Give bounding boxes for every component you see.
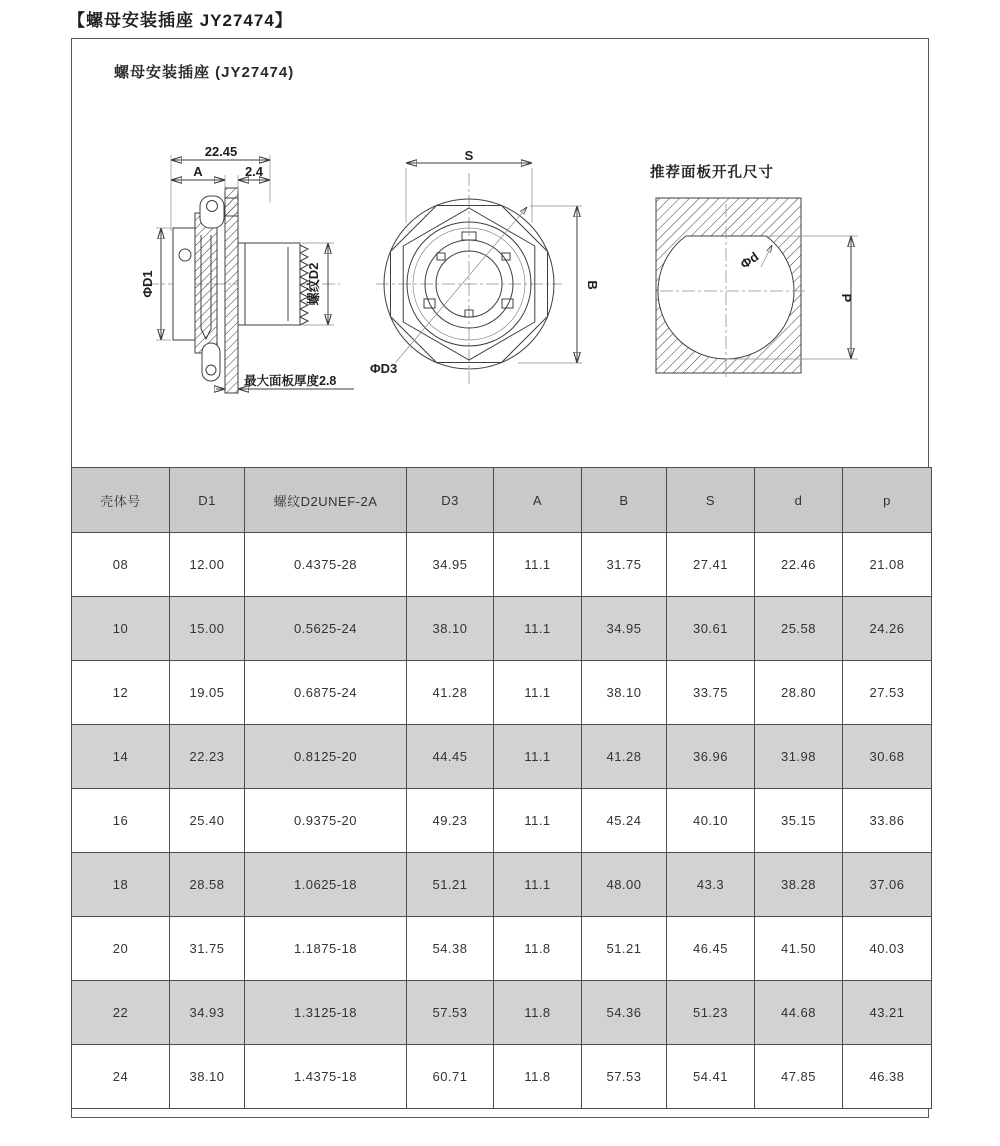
table-row [72,853,932,917]
table-cell: 31.75 [170,917,245,981]
table-cell: 20 [72,917,170,981]
front-center-lines [376,173,562,385]
table-row [72,789,932,853]
table-cell: 22 [72,981,170,1045]
table-cell: 1.1875-18 [245,917,407,981]
table-cell: 38.10 [170,1045,245,1109]
table-cell: 11.1 [494,533,582,597]
table-cell: 30.61 [667,597,755,661]
table-cell: 40.03 [843,917,932,981]
table-cell: 33.75 [667,661,755,725]
col-header-d3: D3 [407,468,494,533]
table-cell: 11.8 [494,981,582,1045]
table-cell: 12.00 [170,533,245,597]
table-cell: 10 [72,597,170,661]
table-cell: 43.3 [667,853,755,917]
table-cell: 11.1 [494,853,582,917]
dim-p-label: P [839,293,854,303]
table-cell: 40.10 [667,789,755,853]
spec-table [71,467,932,1109]
table-cell: 0.9375-20 [245,789,407,853]
table-cell: 1.3125-18 [245,981,407,1045]
table-cell: 34.95 [582,597,667,661]
panel-cutout-title: 推荐面板开孔尺寸 [650,165,774,181]
table-cell: 31.98 [755,725,843,789]
flange-plate [195,213,217,353]
sheet-frame [71,38,929,1118]
table-cell: 0.4375-28 [245,533,407,597]
dim-d-label: Φd [737,248,762,272]
table-header-row [72,468,932,533]
table-cell: 15.00 [170,597,245,661]
table-cell: 19.05 [170,661,245,725]
table-cell: 27.41 [667,533,755,597]
table-row [72,917,932,981]
table-cell: 51.23 [667,981,755,1045]
table-cell: 48.00 [582,853,667,917]
table-cell: 1.4375-18 [245,1045,407,1109]
table-cell: 21.08 [843,533,932,597]
dim-d3-label: ΦD3 [370,361,398,376]
table-row [72,533,932,597]
table-cell: 44.68 [755,981,843,1045]
table-cell: 57.53 [582,1045,667,1109]
table-cell: 22.23 [170,725,245,789]
table-row [72,661,932,725]
table-cell: 14 [72,725,170,789]
table-row [72,725,932,789]
table-cell: 43.21 [843,981,932,1045]
col-header-a: A [494,468,582,533]
table-cell: 41.50 [755,917,843,981]
table-cell: 34.95 [407,533,494,597]
table-cell: 0.5625-24 [245,597,407,661]
key-notch [437,253,445,260]
table-cell: 54.38 [407,917,494,981]
table-cell: 11.8 [494,1045,582,1109]
table-cell: 11.8 [494,917,582,981]
table-row [72,1045,932,1109]
col-header-d: d [755,468,843,533]
max-panel-thickness-label: 最大面板厚度2.8 [244,374,337,388]
table-cell: 54.41 [667,1045,755,1109]
table-cell: 37.06 [843,853,932,917]
table-cell: 24 [72,1045,170,1109]
col-header-d1: D1 [170,468,245,533]
dim-thread-d2-label: 螺纹D2 [306,262,321,306]
table-cell: 36.96 [667,725,755,789]
col-header-s: S [667,468,755,533]
lock-block [225,198,238,216]
side-body-geometry [173,188,308,393]
col-header-b: B [582,468,667,533]
table-cell: 11.1 [494,725,582,789]
table-cell: 25.40 [170,789,245,853]
table-cell: 22.46 [755,533,843,597]
table-cell: 35.15 [755,789,843,853]
table-cell: 12 [72,661,170,725]
table-cell: 46.38 [843,1045,932,1109]
table-cell: 11.1 [494,789,582,853]
table-cell: 25.58 [755,597,843,661]
table-cell: 24.26 [843,597,932,661]
table-cell: 38.28 [755,853,843,917]
threaded-barrel [238,243,300,325]
table-cell: 18 [72,853,170,917]
spec-table-body [72,533,932,1109]
col-header-thread-d2: 螺纹D2UNEF-2A [245,468,407,533]
dim-gap-label: 2.4 [244,164,264,179]
connector-body [173,228,195,340]
table-cell: 16 [72,789,170,853]
table-cell: 44.45 [407,725,494,789]
table-cell: 33.86 [843,789,932,853]
table-cell: 28.58 [170,853,245,917]
table-cell: 51.21 [407,853,494,917]
table-cell: 60.71 [407,1045,494,1109]
table-cell: 1.0625-18 [245,853,407,917]
table-cell: 27.53 [843,661,932,725]
table-cell: 46.45 [667,917,755,981]
front-dimensions [370,148,600,376]
table-cell: 38.10 [407,597,494,661]
table-cell: 0.8125-20 [245,725,407,789]
key-tab [502,299,513,308]
panel-strip [225,188,238,393]
sheet-subtitle: 螺母安装插座 (JY27474) [114,64,295,81]
table-cell: 38.10 [582,661,667,725]
table-cell: 41.28 [582,725,667,789]
table-cell: 51.21 [582,917,667,981]
table-cell: 54.36 [582,981,667,1045]
dim-total-width-label: 22.45 [204,144,238,159]
page-title: 【螺母安装插座 JY27474】 [68,11,293,30]
col-header-shell: 壳体号 [72,468,170,533]
table-row [72,981,932,1045]
table-cell: 0.6875-24 [245,661,407,725]
table-cell: 34.93 [170,981,245,1045]
dim-b-label: B [585,280,600,290]
table-cell: 49.23 [407,789,494,853]
col-header-p: p [843,468,932,533]
dim-s-label: S [464,148,474,163]
table-cell: 45.24 [582,789,667,853]
table-cell: 57.53 [407,981,494,1045]
table-cell: 31.75 [582,533,667,597]
table-cell: 47.85 [755,1045,843,1109]
dim-a-label: A [193,164,203,179]
dim-d1-label: ΦD1 [140,270,155,298]
table-cell: 08 [72,533,170,597]
table-cell: 28.80 [755,661,843,725]
table-cell: 11.1 [494,597,582,661]
table-row [72,597,932,661]
table-cell: 41.28 [407,661,494,725]
panel-cutout-drawing [634,184,930,409]
side-section-drawing [128,143,358,408]
table-cell: 30.68 [843,725,932,789]
front-view-drawing [368,149,600,389]
table-cell: 11.1 [494,661,582,725]
